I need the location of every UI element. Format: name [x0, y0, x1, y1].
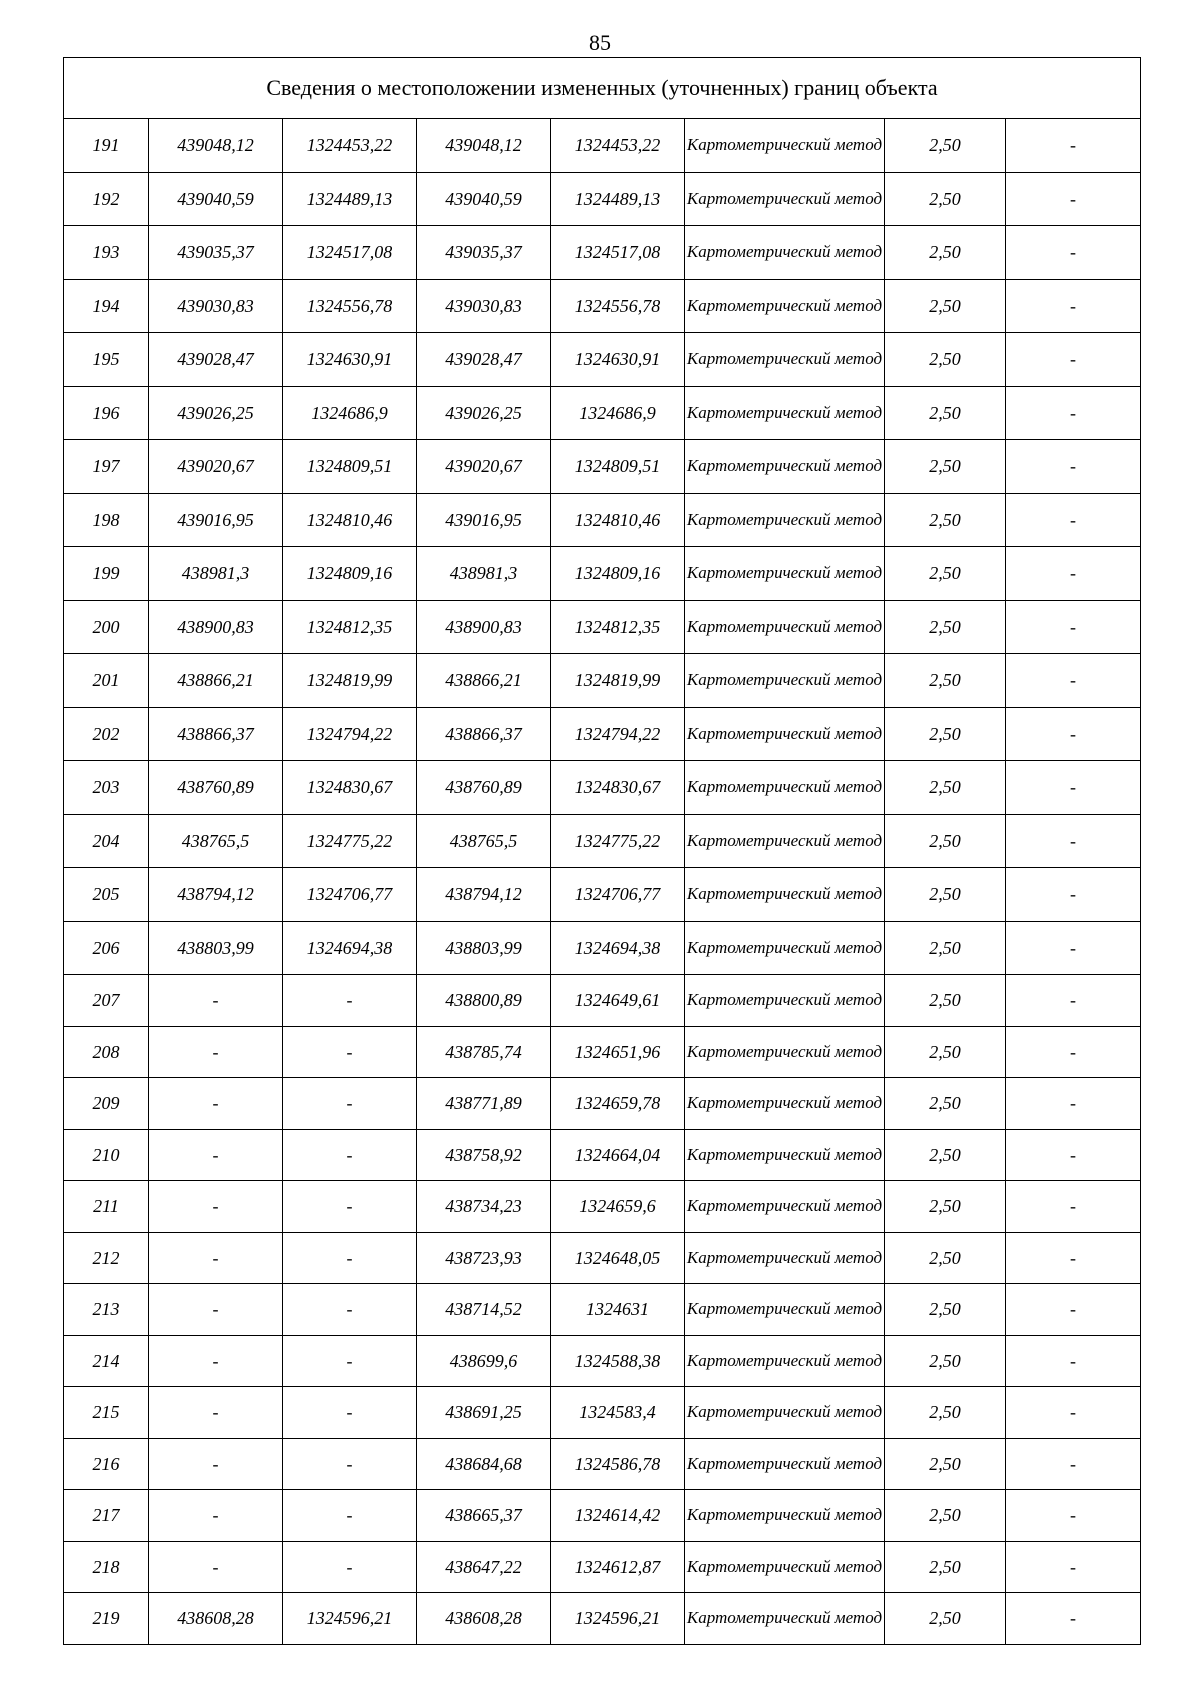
new-y-cell: 1324612,87: [551, 1541, 685, 1593]
description-cell: -: [1006, 119, 1141, 173]
existing-x-cell: 439026,25: [149, 386, 283, 440]
method-cell: Картометрический метод: [685, 440, 885, 494]
new-x-cell: 438760,89: [417, 761, 551, 815]
existing-x-cell: -: [149, 975, 283, 1027]
description-cell: -: [1006, 975, 1141, 1027]
new-y-cell: 1324830,67: [551, 761, 685, 815]
existing-x-cell: -: [149, 1129, 283, 1181]
new-y-cell: 1324556,78: [551, 279, 685, 333]
point-number-cell: 212: [64, 1232, 149, 1284]
new-x-cell: 439048,12: [417, 119, 551, 173]
precision-cell: 2,50: [885, 440, 1006, 494]
precision-cell: 2,50: [885, 493, 1006, 547]
description-cell: -: [1006, 761, 1141, 815]
existing-x-cell: 438900,83: [149, 600, 283, 654]
table-row: [64, 1181, 1141, 1233]
point-number-cell: 202: [64, 707, 149, 761]
new-y-cell: 1324583,4: [551, 1387, 685, 1439]
existing-y-cell: -: [283, 1387, 417, 1439]
new-x-cell: 439016,95: [417, 493, 551, 547]
precision-cell: 2,50: [885, 921, 1006, 975]
new-y-cell: 1324706,77: [551, 868, 685, 922]
existing-y-cell: 1324706,77: [283, 868, 417, 922]
description-cell: -: [1006, 1078, 1141, 1130]
table-row: [64, 1593, 1141, 1645]
description-cell: -: [1006, 600, 1141, 654]
description-cell: -: [1006, 814, 1141, 868]
point-number-cell: 207: [64, 975, 149, 1027]
existing-y-cell: -: [283, 1026, 417, 1078]
new-x-cell: 438647,22: [417, 1541, 551, 1593]
method-cell: Картометрический метод: [685, 279, 885, 333]
new-x-cell: 438665,37: [417, 1490, 551, 1542]
existing-x-cell: 438760,89: [149, 761, 283, 815]
method-cell: Картометрический метод: [685, 868, 885, 922]
table-row: [64, 1335, 1141, 1387]
new-y-cell: 1324631: [551, 1284, 685, 1336]
point-number-cell: 192: [64, 172, 149, 226]
existing-x-cell: 438765,5: [149, 814, 283, 868]
new-x-cell: 438758,92: [417, 1129, 551, 1181]
table-row: [64, 761, 1141, 815]
precision-cell: 2,50: [885, 547, 1006, 601]
new-x-cell: 438765,5: [417, 814, 551, 868]
table-row: [64, 440, 1141, 494]
description-cell: -: [1006, 1181, 1141, 1233]
existing-y-cell: 1324596,21: [283, 1593, 417, 1645]
new-x-cell: 439030,83: [417, 279, 551, 333]
existing-y-cell: 1324812,35: [283, 600, 417, 654]
new-x-cell: 439035,37: [417, 226, 551, 280]
new-y-cell: 1324810,46: [551, 493, 685, 547]
precision-cell: 2,50: [885, 1490, 1006, 1542]
new-x-cell: 438981,3: [417, 547, 551, 601]
table-row: [64, 868, 1141, 922]
new-y-cell: 1324649,61: [551, 975, 685, 1027]
method-cell: Картометрический метод: [685, 1232, 885, 1284]
method-cell: Картометрический метод: [685, 493, 885, 547]
description-cell: -: [1006, 921, 1141, 975]
table-row: [64, 1490, 1141, 1542]
description-cell: -: [1006, 868, 1141, 922]
new-x-cell: 438866,21: [417, 654, 551, 708]
point-number-cell: 210: [64, 1129, 149, 1181]
method-cell: Картометрический метод: [685, 1438, 885, 1490]
description-cell: -: [1006, 279, 1141, 333]
new-y-cell: 1324648,05: [551, 1232, 685, 1284]
existing-y-cell: 1324809,16: [283, 547, 417, 601]
existing-y-cell: 1324694,38: [283, 921, 417, 975]
existing-y-cell: -: [283, 1232, 417, 1284]
description-cell: -: [1006, 1026, 1141, 1078]
point-number-cell: 199: [64, 547, 149, 601]
existing-x-cell: -: [149, 1026, 283, 1078]
table-row: [64, 119, 1141, 173]
point-number-cell: 204: [64, 814, 149, 868]
table-title-row: [64, 58, 1141, 119]
precision-cell: 2,50: [885, 1335, 1006, 1387]
existing-x-cell: 439028,47: [149, 333, 283, 387]
new-x-cell: 438714,52: [417, 1284, 551, 1336]
method-cell: Картометрический метод: [685, 1129, 885, 1181]
description-cell: -: [1006, 1490, 1141, 1542]
new-x-cell: 438699,6: [417, 1335, 551, 1387]
existing-x-cell: -: [149, 1438, 283, 1490]
new-y-cell: 1324809,16: [551, 547, 685, 601]
existing-x-cell: 438794,12: [149, 868, 283, 922]
table-row: [64, 386, 1141, 440]
table-row: [64, 333, 1141, 387]
existing-y-cell: 1324810,46: [283, 493, 417, 547]
new-y-cell: 1324812,35: [551, 600, 685, 654]
existing-x-cell: -: [149, 1335, 283, 1387]
existing-y-cell: 1324517,08: [283, 226, 417, 280]
new-y-cell: 1324794,22: [551, 707, 685, 761]
method-cell: Картометрический метод: [685, 1335, 885, 1387]
method-cell: Картометрический метод: [685, 814, 885, 868]
table-row: [64, 707, 1141, 761]
table-row: [64, 1284, 1141, 1336]
description-cell: -: [1006, 440, 1141, 494]
point-number-cell: 194: [64, 279, 149, 333]
precision-cell: 2,50: [885, 1181, 1006, 1233]
table-row: [64, 279, 1141, 333]
method-cell: Картометрический метод: [685, 226, 885, 280]
method-cell: Картометрический метод: [685, 547, 885, 601]
description-cell: -: [1006, 1387, 1141, 1439]
existing-x-cell: -: [149, 1232, 283, 1284]
existing-y-cell: -: [283, 1284, 417, 1336]
existing-y-cell: 1324794,22: [283, 707, 417, 761]
table-row: [64, 921, 1141, 975]
table-row: [64, 1232, 1141, 1284]
existing-x-cell: 439030,83: [149, 279, 283, 333]
existing-x-cell: 439020,67: [149, 440, 283, 494]
point-number-cell: 214: [64, 1335, 149, 1387]
precision-cell: 2,50: [885, 814, 1006, 868]
precision-cell: 2,50: [885, 1284, 1006, 1336]
precision-cell: 2,50: [885, 654, 1006, 708]
description-cell: -: [1006, 707, 1141, 761]
table-row: [64, 1387, 1141, 1439]
new-y-cell: 1324489,13: [551, 172, 685, 226]
existing-x-cell: 438803,99: [149, 921, 283, 975]
description-cell: -: [1006, 493, 1141, 547]
method-cell: Картометрический метод: [685, 1541, 885, 1593]
description-cell: -: [1006, 1335, 1141, 1387]
existing-x-cell: -: [149, 1541, 283, 1593]
description-cell: -: [1006, 1593, 1141, 1645]
point-number-cell: 205: [64, 868, 149, 922]
new-x-cell: 438734,23: [417, 1181, 551, 1233]
new-y-cell: 1324453,22: [551, 119, 685, 173]
precision-cell: 2,50: [885, 1026, 1006, 1078]
new-x-cell: 438800,89: [417, 975, 551, 1027]
table-row: [64, 1026, 1141, 1078]
new-x-cell: 438608,28: [417, 1593, 551, 1645]
table-row: [64, 975, 1141, 1027]
precision-cell: 2,50: [885, 386, 1006, 440]
precision-cell: 2,50: [885, 279, 1006, 333]
new-y-cell: 1324588,38: [551, 1335, 685, 1387]
table-row: [64, 172, 1141, 226]
point-number-cell: 201: [64, 654, 149, 708]
new-y-cell: 1324664,04: [551, 1129, 685, 1181]
method-cell: Картометрический метод: [685, 386, 885, 440]
existing-y-cell: 1324453,22: [283, 119, 417, 173]
new-x-cell: 438794,12: [417, 868, 551, 922]
new-x-cell: 438684,68: [417, 1438, 551, 1490]
existing-y-cell: 1324556,78: [283, 279, 417, 333]
new-x-cell: 439026,25: [417, 386, 551, 440]
existing-y-cell: 1324775,22: [283, 814, 417, 868]
description-cell: -: [1006, 654, 1141, 708]
method-cell: Картометрический метод: [685, 761, 885, 815]
existing-x-cell: -: [149, 1078, 283, 1130]
new-x-cell: 438803,99: [417, 921, 551, 975]
method-cell: Картометрический метод: [685, 600, 885, 654]
point-number-cell: 209: [64, 1078, 149, 1130]
existing-x-cell: 439016,95: [149, 493, 283, 547]
description-cell: -: [1006, 386, 1141, 440]
method-cell: Картометрический метод: [685, 921, 885, 975]
description-cell: -: [1006, 547, 1141, 601]
method-cell: Картометрический метод: [685, 1387, 885, 1439]
existing-y-cell: -: [283, 1129, 417, 1181]
point-number-cell: 208: [64, 1026, 149, 1078]
description-cell: -: [1006, 226, 1141, 280]
point-number-cell: 198: [64, 493, 149, 547]
existing-x-cell: -: [149, 1284, 283, 1336]
existing-y-cell: -: [283, 1490, 417, 1542]
point-number-cell: 213: [64, 1284, 149, 1336]
point-number-cell: 211: [64, 1181, 149, 1233]
new-x-cell: 439040,59: [417, 172, 551, 226]
method-cell: Картометрический метод: [685, 654, 885, 708]
method-cell: Картометрический метод: [685, 707, 885, 761]
existing-y-cell: 1324686,9: [283, 386, 417, 440]
precision-cell: 2,50: [885, 1438, 1006, 1490]
boundary-table: [63, 57, 1141, 1645]
existing-y-cell: 1324819,99: [283, 654, 417, 708]
existing-x-cell: 439040,59: [149, 172, 283, 226]
new-x-cell: 438866,37: [417, 707, 551, 761]
table-row: [64, 654, 1141, 708]
new-y-cell: 1324651,96: [551, 1026, 685, 1078]
precision-cell: 2,50: [885, 600, 1006, 654]
table-row: [64, 814, 1141, 868]
method-cell: Картометрический метод: [685, 119, 885, 173]
method-cell: Картометрический метод: [685, 172, 885, 226]
existing-y-cell: -: [283, 1541, 417, 1593]
description-cell: -: [1006, 1284, 1141, 1336]
existing-x-cell: 438866,37: [149, 707, 283, 761]
existing-y-cell: -: [283, 975, 417, 1027]
new-x-cell: 439020,67: [417, 440, 551, 494]
point-number-cell: 193: [64, 226, 149, 280]
existing-y-cell: 1324830,67: [283, 761, 417, 815]
point-number-cell: 197: [64, 440, 149, 494]
table-row: [64, 547, 1141, 601]
method-cell: Картометрический метод: [685, 1181, 885, 1233]
method-cell: Картометрический метод: [685, 1026, 885, 1078]
point-number-cell: 196: [64, 386, 149, 440]
existing-y-cell: -: [283, 1335, 417, 1387]
table-title: Сведения о местоположении измененных (уточненных) границ объекта: [64, 58, 1141, 119]
new-x-cell: 438900,83: [417, 600, 551, 654]
precision-cell: 2,50: [885, 1387, 1006, 1439]
point-number-cell: 219: [64, 1593, 149, 1645]
point-number-cell: 195: [64, 333, 149, 387]
point-number-cell: 200: [64, 600, 149, 654]
existing-x-cell: 438866,21: [149, 654, 283, 708]
new-y-cell: 1324586,78: [551, 1438, 685, 1490]
existing-y-cell: 1324489,13: [283, 172, 417, 226]
point-number-cell: 217: [64, 1490, 149, 1542]
existing-y-cell: 1324809,51: [283, 440, 417, 494]
precision-cell: 2,50: [885, 119, 1006, 173]
precision-cell: 2,50: [885, 172, 1006, 226]
precision-cell: 2,50: [885, 1129, 1006, 1181]
point-number-cell: 215: [64, 1387, 149, 1439]
new-y-cell: 1324819,99: [551, 654, 685, 708]
new-x-cell: 439028,47: [417, 333, 551, 387]
existing-x-cell: -: [149, 1181, 283, 1233]
table-row: [64, 493, 1141, 547]
point-number-cell: 216: [64, 1438, 149, 1490]
precision-cell: 2,50: [885, 1541, 1006, 1593]
point-number-cell: 203: [64, 761, 149, 815]
precision-cell: 2,50: [885, 226, 1006, 280]
new-y-cell: 1324517,08: [551, 226, 685, 280]
table-row: [64, 1129, 1141, 1181]
precision-cell: 2,50: [885, 975, 1006, 1027]
new-x-cell: 438785,74: [417, 1026, 551, 1078]
existing-x-cell: 438608,28: [149, 1593, 283, 1645]
new-x-cell: 438771,89: [417, 1078, 551, 1130]
new-y-cell: 1324659,6: [551, 1181, 685, 1233]
existing-x-cell: 438981,3: [149, 547, 283, 601]
description-cell: -: [1006, 1541, 1141, 1593]
method-cell: Картометрический метод: [685, 975, 885, 1027]
description-cell: -: [1006, 1129, 1141, 1181]
method-cell: Картометрический метод: [685, 1593, 885, 1645]
table-row: [64, 1541, 1141, 1593]
point-number-cell: 191: [64, 119, 149, 173]
method-cell: Картометрический метод: [685, 333, 885, 387]
description-cell: -: [1006, 1232, 1141, 1284]
table-row: [64, 600, 1141, 654]
existing-x-cell: 439048,12: [149, 119, 283, 173]
description-cell: -: [1006, 172, 1141, 226]
new-x-cell: 438723,93: [417, 1232, 551, 1284]
existing-x-cell: -: [149, 1490, 283, 1542]
new-y-cell: 1324809,51: [551, 440, 685, 494]
table-row: [64, 1438, 1141, 1490]
precision-cell: 2,50: [885, 1593, 1006, 1645]
new-y-cell: 1324630,91: [551, 333, 685, 387]
existing-y-cell: 1324630,91: [283, 333, 417, 387]
precision-cell: 2,50: [885, 761, 1006, 815]
new-y-cell: 1324596,21: [551, 1593, 685, 1645]
method-cell: Картометрический метод: [685, 1078, 885, 1130]
existing-y-cell: -: [283, 1181, 417, 1233]
precision-cell: 2,50: [885, 1078, 1006, 1130]
existing-x-cell: -: [149, 1387, 283, 1439]
table-row: [64, 226, 1141, 280]
new-y-cell: 1324686,9: [551, 386, 685, 440]
new-y-cell: 1324614,42: [551, 1490, 685, 1542]
page-number: 85: [589, 30, 611, 55]
method-cell: Картометрический метод: [685, 1284, 885, 1336]
precision-cell: 2,50: [885, 1232, 1006, 1284]
point-number-cell: 218: [64, 1541, 149, 1593]
description-cell: -: [1006, 1438, 1141, 1490]
new-x-cell: 438691,25: [417, 1387, 551, 1439]
existing-x-cell: 439035,37: [149, 226, 283, 280]
existing-y-cell: -: [283, 1078, 417, 1130]
new-y-cell: 1324694,38: [551, 921, 685, 975]
precision-cell: 2,50: [885, 333, 1006, 387]
existing-y-cell: -: [283, 1438, 417, 1490]
point-number-cell: 206: [64, 921, 149, 975]
precision-cell: 2,50: [885, 868, 1006, 922]
new-y-cell: 1324659,78: [551, 1078, 685, 1130]
new-y-cell: 1324775,22: [551, 814, 685, 868]
description-cell: -: [1006, 333, 1141, 387]
precision-cell: 2,50: [885, 707, 1006, 761]
method-cell: Картометрический метод: [685, 1490, 885, 1542]
table-row: [64, 1078, 1141, 1130]
